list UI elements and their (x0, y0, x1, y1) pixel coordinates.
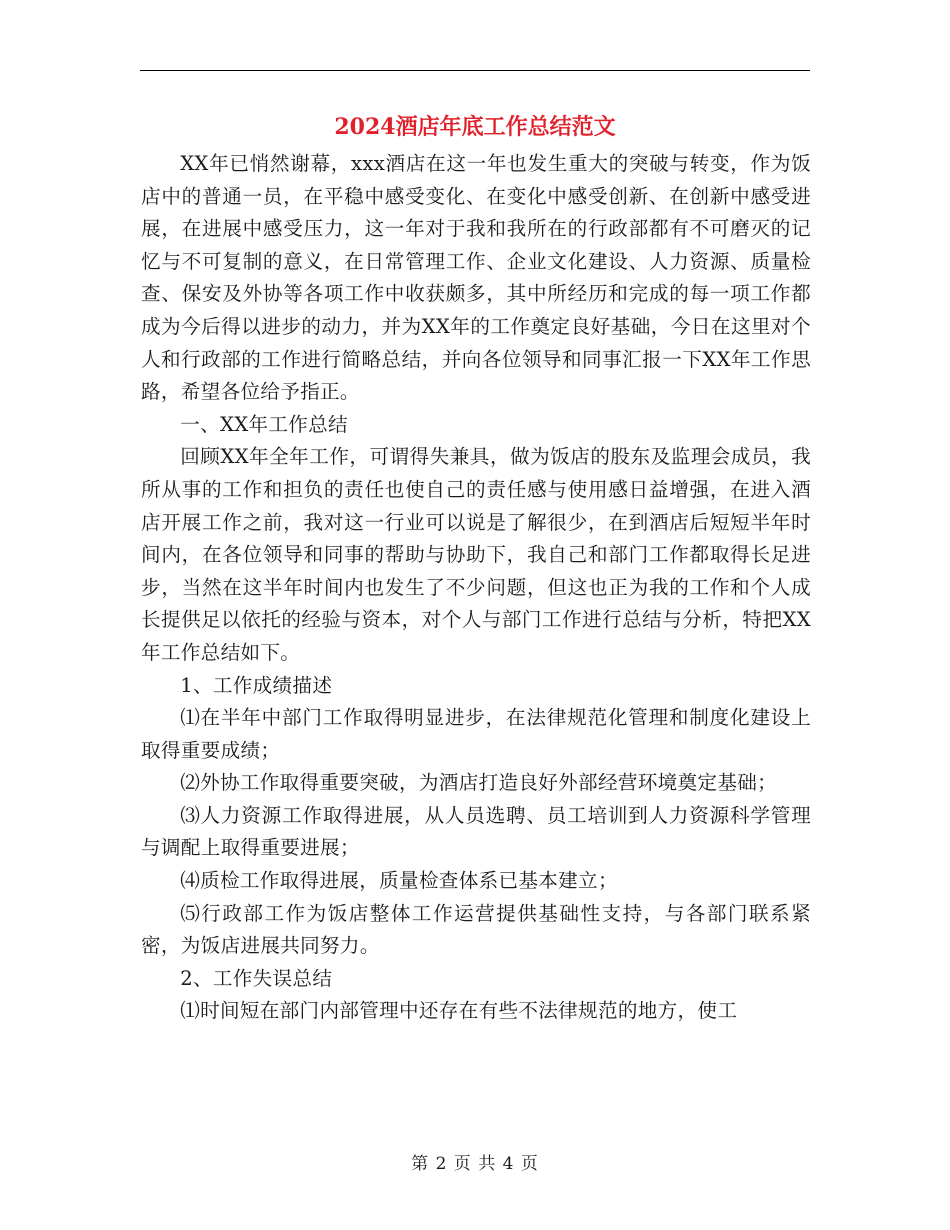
document-title: 2024酒店年底工作总结范文 (334, 114, 616, 140)
document-body (141, 148, 811, 1028)
list-item: ⑷质检工作取得进展，质量检查体系已基本建立； (180, 869, 618, 893)
subsection-heading: 2、工作失误总结 (180, 966, 333, 990)
page-number: 第 2 页 共 4 页 (411, 1154, 539, 1174)
list-item: ⑸行政部工作为饭店整体工作运营提供基础性支持，与各部门联系紧密，为饭店进展共同努力。 (141, 901, 811, 958)
list-item: ⑴时间短在部门内部管理中还存在有些不法律规范的地方，使工 (180, 999, 738, 1023)
section-heading: 一、XX年工作总结 (180, 412, 348, 436)
list-item: ⑴在半年中部门工作取得明显进步，在法律规范化管理和制度化建设上取得重要成绩； (141, 706, 811, 762)
intro-paragraph: XX年已悄然谢幕，xxx酒店在这一年也发生重大的突破与转变，作为饭店中的普通一员，在平稳中感受变化、在变化中感受创新、在创新中感受进展，在进展中感受压力，这一年对于我和我所在的行政部都有不可磨灭的记忆与不可复制的意义，在日常管理工作、企业文化建设、人力资源、质量检查、保安及外协等各项工作中收获颇多，其中所经历和完成的每一项工作都成为今后得以进步的动力，并为XX年的工作奠定良好基础，今日在这里对个人和行政部的工作进行简略总结，并向各位领导和同事汇报一下XX年工作思路，希望各位给予指正。 (141, 152, 811, 404)
subsection-heading: 1、工作成绩描述 (180, 673, 333, 697)
header-rule (140, 70, 810, 71)
review-paragraph: 回顾XX年全年工作，可谓得失兼具，做为饭店的股东及监理会成员，我所从事的工作和担负的责任也使自己的责任感与使用感日益增强，在进入酒店开展工作之前，我对这一行业可以说是了解很少，在到酒店后短短半年时间内，在各位领导和同事的帮助与协助下，我自己和部门工作都取得长足进步，当然在这半年时间内也发生了不少问题，但这也正为我的工作和个人成长提供足以依托的经验与资本，对个人与部门工作进行总结与分析，特把XX年工作总结如下。 (141, 445, 811, 664)
list-item: ⑵外协工作取得重要突破，为酒店打造良好外部经营环境奠定基础； (180, 771, 777, 795)
list-item: ⑶人力资源工作取得进展，从人员选聘、员工培训到人力资源科学管理与调配上取得重要进展； (141, 803, 811, 860)
